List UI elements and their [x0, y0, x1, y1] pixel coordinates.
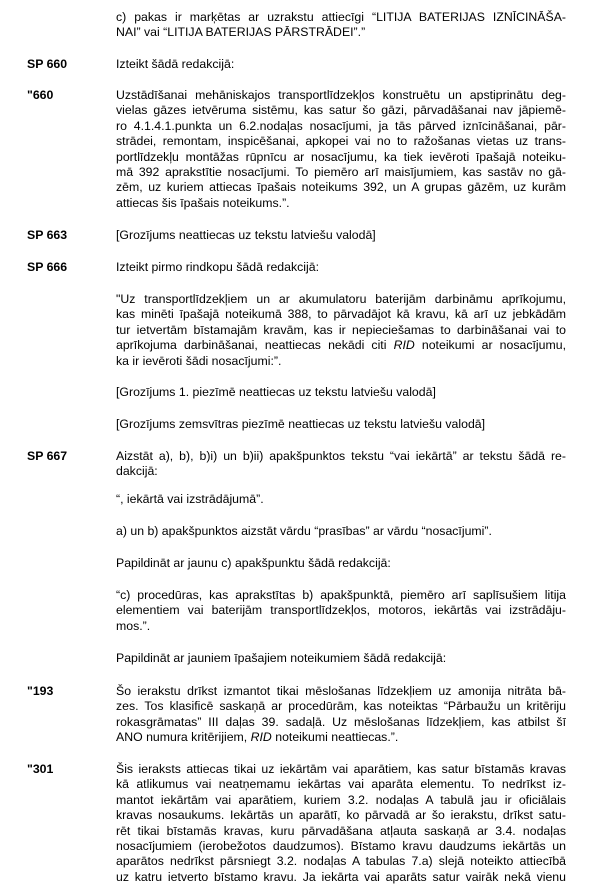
sp-666-intro: Izteikt pirmo rindkopu šādā redakcijā: — [116, 260, 319, 274]
text-line: kā atlikumus vai neatņemamu iekārtas vai aparāta elementu. To nedrīkst iz- — [116, 777, 566, 792]
text-line: “c) procedūras, kas aprakstītas b) apakšpunktā, piemēro arī saplīsušiem litija — [116, 588, 566, 602]
text-line: vielas gāzes ietvēruma sistēmu, kas satur šo gāzi, pārvadāšanai nav jāpiemē- — [116, 103, 566, 118]
text-line: kravas nosaukums. Iekārtās un aparātī, ko pārvadā ar šo ierakstu, drīkst satu- — [116, 808, 566, 823]
text-line: tur ietvertām bīstamajām kravām, kas ir nepieciešamas to darbināšanai vai to — [116, 322, 566, 337]
text-line: c) pakas ir marķētas ar uzrakstu attiecīgi “LITIJA BATERIJAS IZNĪCINĀŠA- — [116, 10, 566, 24]
text-line: Uzstādīšanai mehāniskajos transportlīdzekļos konstruētu un apstiprinātu deg- — [116, 88, 566, 102]
text-line: Šis ieraksts attiecas tikai uz iekārtām vai aparātiem, kas satur bīstamās kravas — [116, 762, 566, 776]
sp-667-label: SP 667 — [27, 449, 68, 463]
text-line: uz katru ietverto bīstamo kravu. Ja iekārta vai aparāts satur vairāk nekā vienu — [116, 869, 566, 884]
provision-301-text — [116, 762, 566, 885]
sp-666-quote-text — [116, 292, 566, 369]
sp-663-label: SP 663 — [27, 228, 68, 242]
provision-660-text — [116, 88, 566, 211]
text-line: kas minēti īpašajā noteikumā 388, to pārvadājot kā kravu, kā arī uz jebkādām — [116, 307, 566, 322]
text-line: rēt tikai bīstamās kravas, kuru pārvadāšana atļauta saskaņā ar 3.4. nodaļas — [116, 823, 566, 838]
text-line: ANO numura kritērijiem, RID noteikumi neattiecas.”. — [116, 730, 399, 745]
text-line: "Uz transportlīdzekļiem un ar akumulatoru baterijām darbināmu aprīkojumu, — [116, 292, 566, 306]
sp-667-intro: Aizstāt a), b), b)i) un b)ii) apakšpunktos tekstu “vai iekārtā” ar tekstu šādā re- dakcijā: — [116, 449, 566, 479]
text-line: elementiem vai baterijām transportlīdzekļos, motoros, iekārtās vai izstrādāju- — [116, 603, 566, 618]
text-line: mos.”. — [116, 618, 151, 633]
text-line: attiecas šis īpašais noteikums.”. — [116, 195, 290, 210]
text-line: zēm, uz kuriem attiecas īpašais noteikums 392, un A grupas gāzēm, uz kurām — [116, 180, 566, 195]
text-line: rokasgrāmatas” III daļas 39. sadaļā. Uz mēslošanas līdzekļiem, kas atbilst šī — [116, 714, 566, 729]
sp-660-label: SP 660 — [27, 57, 68, 71]
provision-193-label: "193 — [27, 684, 54, 698]
text-line: aprīkojuma darbināšanai, neattiecas nekādi citi RID noteikumi ar nosacījumu, — [116, 338, 566, 353]
provision-660-label: "660 — [27, 88, 54, 102]
provision-193-text — [116, 684, 566, 746]
text-line: nosacījumiem (ierobežotos daudzumos). Bīstamo kravu daudzums iekārtās un — [116, 839, 566, 854]
text-line: aparātos nedrīkst pārsniegt 3.2. nodaļas A tabulas 7.a) slejā noteikto attiecībā — [116, 854, 566, 869]
text-line: strādei, remontam, inspicēšanai, apkopei vai no to ražošanas vietas uz trans- — [116, 134, 566, 149]
text-line: mantot iekārtām vai aparātiem, kuriem 3.2. nodaļas A tabulā jau ir oficiālais — [116, 792, 566, 807]
sp-660-intro: Izteikt šādā redakcijā: — [116, 57, 235, 71]
block-c-text — [116, 10, 566, 41]
text-line: Šo ierakstu drīkst izmantot tikai mēslošanas līdzekļiem uz amonija nitrāta bā- — [116, 684, 566, 698]
text-line: ro 4.1.4.1.punkta un 6.2.nodaļas nosacījumi, ja tās pārved iznīcināšanai, pār- — [116, 118, 566, 133]
text-line: portlīdzekļu montāžas rūpnīcu ar nosacījumu, ka tiek ievēroti īpašajā noteiku- — [116, 149, 566, 164]
provision-301-label: "301 — [27, 762, 54, 776]
text-line: ka ir ievēroti šādi nosacījumi:”. — [116, 353, 282, 368]
sp-666-label: SP 666 — [27, 260, 68, 274]
document-page: c) pakas ir marķētas ar uzrakstu attiecīgi “LITIJA BATERIJAS IZNĪCINĀŠA- NAI” vai “LITIJA BATERIJAS PĀRSTRĀDEI”.” SP 660 Izteikt šādā redakcijā: "660 Uzstādīšanai mehāniskajos transportlīdzekļos konstruētu un apstiprinātu deg- vielas gāzes ietvēruma sistēmu, kas satur šo gāzi, pārvadāšanai nav jāpiemē- ro 4.1.4.1.punkta un 6.2.nodaļas nosacījumi, ja tās pārved iznīcināšanai, pār- strādei, remontam, inspicēšanai, apkopei vai no to ražošanas vietas uz trans- portlīdzekļu montāžas rūpnīcu ar nosacījumu, ka tiek ievēroti īpašajā noteiku- mā 392 aprakstītie nosacījumi. To piemēro arī maisījumiem, kas sastāv no gā- zēm, uz kuriem attiecas īpašais noteikums 392, un A grupas gāzēm, uz kurām attiecas šis īpašais noteikums.”. SP 663 [Grozījums neattiecas uz tekstu latviešu valodā] SP 666 Izteikt pirmo rindkopu šādā redakcijā: "Uz transportlīdzekļiem un ar akumulatoru baterijām darbināmu aprīkojumu, kas minēti īpašajā noteikumā 388, to pārvadājot kā kravu, kā arī uz jebkādām tur ietvertām bīstamajām kravām, kas ir nepieciešamas to darbināšanai vai to aprīkojuma darbināšanai, neattiecas nekādi citi RID noteikumi ar nosacījumu, ka ir ievēroti šādi nosacījumi:”. [Grozījums 1. piezīmē neattiecas uz tekstu latviešu valodā] [Grozījums zemsvītras piezīmē neattiecas uz tekstu latviešu valodā] SP 667 Aizstāt a), b), b)i) un b)ii) apakšpunktos tekstu “vai iekārtā” ar tekstu šādā re- dakcijā: “, iekārtā vai izstrādājumā”. a) un b) apakšpunktos aizstāt vārdu “prasības” ar vārdu “nosacījumi”. Papildināt ar jaunu c) apakšpunktu šādā redakcijā: “c) procedūras, kas aprakstītas b) apakšpunktā, piemēro arī saplīsušiem litija elementiem vai baterijām transportlīdzekļos, motoros, iekārtās vai izstrādāju- mos.”. Papildināt ar jauniem īpašajiem noteikumiem šādā redakcijā: "193 Šo ierakstu drīkst izmantot tikai mēslošanas līdzekļiem uz amonija nitrāta bā- zes. Tos klasificē saskaņā ar procedūrām, kas noteiktas “Pārbaužu un kritēriju rokasgrāmatas” III daļas 39. sadaļā. Uz mēslošanas līdzekļiem, kas atbilst šī ANO numura kritērijiem, RID noteikumi neattiecas.”. "301 Šis ieraksts attiecas tikai uz iekārtām vai aparātiem, kas satur bīstamās kravas kā atlikumus vai neatņemamu iekārtas vai aparāta elementu. To nedrīkst iz- mantot iekārtām vai aparātiem, kuriem 3.2. nodaļas A tabulā jau ir oficiālais kravas nosaukums. Iekārtās un aparātī, ko pārvadā ar šo ierakstu, drīkst satu- rēt tikai bīstamās kravas, kuru pārvadāšana atļauta saskaņā ar 3.4. nodaļas nosacījumiem (ierobežotos daudzumos). Bīstamo kravu daudzums iekārtās un aparātos nedrīkst pārsniegt 3.2. nodaļas A tabulas 7.a) slejā noteikto attiecībā uz katru ietverto bīstamo kravu. Ja iekārta vai aparāts satur vairāk nekā vienu — [27, 10, 566, 884]
text-line: zes. Tos klasificē saskaņā ar procedūrām, kas noteiktas “Pārbaužu un kritēriju — [116, 699, 566, 714]
text-line: mā 392 aprakstītie nosacījumi. To piemēro arī maisījumiem, kas sastāv no gā- — [116, 165, 566, 180]
text-line: NAI” vai “LITIJA BATERIJAS PĀRSTRĀDEI”.” — [116, 25, 366, 40]
sp-663-text: [Grozījums neattiecas uz tekstu latviešu valodā] — [116, 228, 376, 242]
